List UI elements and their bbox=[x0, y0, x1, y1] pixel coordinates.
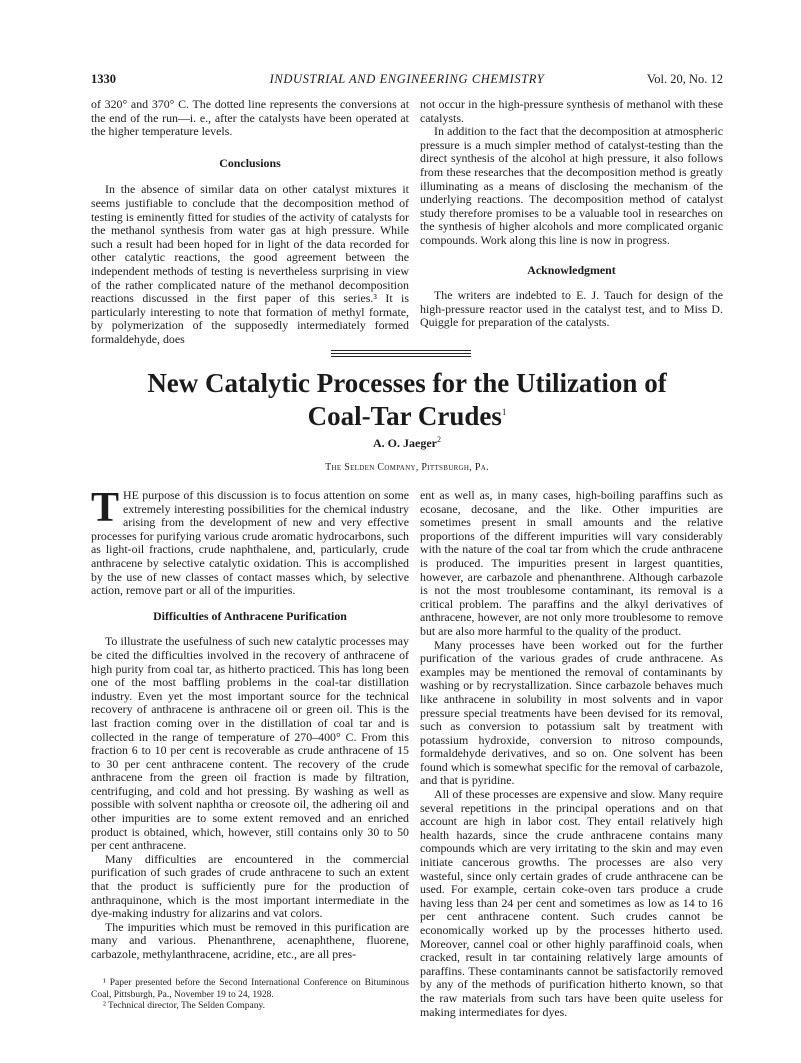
author-name: A. O. Jaeger bbox=[373, 436, 437, 450]
author-footnote-marker: 2 bbox=[436, 435, 441, 444]
paragraph: The writers are indebted to E. J. Tauch for design of the high-pressure reactor used in the catalyst test, and to Miss D. Quiggle for preparation of the catalysts. bbox=[420, 288, 723, 330]
paragraph: Many difficulties are encountered in the commercial purification of such grades of crude anthracene to such an extent that the product is sufficiently pure for the production of anthraquinone, which is the most important intermediate in the dye-making industry for alizarins and vat colors. bbox=[91, 851, 409, 921]
footnote-1: ¹ Paper presented before the Second International Conference on Bituminous Coal, Pittsburgh, Pa., November 19 to 24, 1928. bbox=[91, 978, 409, 1000]
running-header bbox=[91, 72, 723, 88]
previous-article-right-column bbox=[420, 98, 723, 330]
paragraph: of 320° and 370° C. The dotted line represents the conversions at the end of the run—i. e., after the catalysts have been operated at the higher temperature levels. bbox=[91, 97, 409, 139]
paragraph: ent as well as, in many cases, high-boiling paraffins such as ecosane, decosane, and the like. Other impurities are sometimes present in small amounts and the relative proportions of the different impurities will vary considerably with the nature of the coal tar from which the crude anthracene is produced. The impurities present in largest quantities, however, are carbazole and phenanthrene. Although carbazole is not the most troublesome contaminant, its removal is a critical problem. The paraffins and the alkyl derivatives of anthracene, however, are not only more troublesome to remove but are also more harmful to the quality of the product. bbox=[420, 488, 723, 638]
article-title bbox=[91, 369, 723, 431]
article-title-line1: New Catalytic Processes for the Utilization of bbox=[147, 368, 667, 398]
article-right-column bbox=[420, 489, 723, 1019]
opening-paragraph-text: HE purpose of this discussion is to focus attention on some extremely interesting possibilities for the chemical industry arising from the development of new and very effective processes for purifying various crude aromatic hydrocarbons, such as light-oil fractions, crude naphthalene, and, particularly, crude anthracene by selective catalytic oxidation. This is accomplished by the use of new classes of contact masses which, by selective action, remove part or all of the impurities. bbox=[91, 488, 409, 598]
paragraph: To illustrate the usefulness of such new catalytic processes may be cited the difficulties involved in the recovery of anthracene of high purity from coal tar, as hitherto practiced. This has long been one of the most baffling problems in the coal-tar distillation industry. Even yet the most important source for the technical recovery of anthracene is anthracene oil or green oil. This is the last fraction coming over in the distillation of coal tar and is collected in the range of temperature of 270–400° C. From this fraction 6 to 10 per cent is recoverable as crude anthracene of 15 to 30 per cent anthracene content. The recovery of the crude anthracene from the green oil fraction is made by filtration, centrifuging, and cold and hot pressing. By washing as well as possible with solvent naphtha or creosote oil, the adhering oil and other impurities are to some extent removed and an enriched product is obtained, which, however, still contains only 30 to 50 per cent anthracene. bbox=[91, 634, 409, 853]
section-heading-anthracene-purification: Difficulties of Anthracene Purification bbox=[153, 608, 347, 623]
separator-rule bbox=[331, 356, 471, 357]
separator-rule bbox=[331, 353, 471, 354]
opening-paragraph bbox=[91, 485, 409, 598]
page-number: 1330 bbox=[91, 72, 116, 86]
volume-issue: Vol. 20, No. 12 bbox=[646, 72, 723, 86]
previous-article-left-column bbox=[91, 98, 409, 347]
article-title-line2: Coal-Tar Crudes bbox=[307, 401, 502, 431]
paragraph: The impurities which must be removed in this purification are many and various. Phenanthrene, acenaphthene, fluorene, carbazole, methylanthracene, acridine, etc., are all pres- bbox=[91, 919, 409, 961]
paragraph: not occur in the high-pressure synthesis of methanol with these catalysts. bbox=[420, 97, 723, 125]
article-author bbox=[91, 435, 723, 451]
paragraph: In addition to the fact that the decomposition at atmospheric pressure is a much simpler method of catalyst-testing than the direct synthesis of the alcohol at high pressure, it also follows from these researches that the decomposition method is greatly illuminating as a means of disclosing the mechanism of the underlying reactions. The decomposition method of catalyst study therefore promises to be a valuable tool in researches on the synthesis of higher alcohols and more complicated organic compounds. Work along this line is now in progress. bbox=[420, 124, 723, 247]
author-affiliation: The Selden Company, Pittsburgh, Pa. bbox=[325, 462, 489, 473]
drop-cap: T bbox=[91, 485, 120, 531]
paragraph: All of these processes are expensive and slow. Many require several repetitions in the principal operations and on that account are high in labor cost. They entail relatively high health hazards, since the crude anthracene contains many compounds which are very irritating to the skin and may even initiate cancerous growths. The processes are also very wasteful, since only certain grades of crude anthracene can be used. For example, certain coke-oven tars produce a crude having less than 24 per cent and sometimes as low as 14 to 16 per cent anthracene content. Such crudes cannot be economically worked up by the processes hitherto used. Moreover, cannel coal or other highly paraffinoid coals, when cracked, result in tar containing relatively large amounts of paraffins. These contaminants cannot be satisfactorily removed by any of the methods of purification hitherto known, so that the raw materials from such tars have been quite useless for making intermediates for dyes. bbox=[420, 787, 723, 1019]
paragraph: In the absence of similar data on other catalyst mixtures it seems justifiable to conclude that the decomposition method of testing is eminently fitted for studies of the activity of catalysts for the methanol synthesis from water gas at high pressure. While such a result had been hoped for in light of the data recorded for other catalytic reactions, the good agreement between the independent methods of testing is nevertheless surprising in view of the rather complicated nature of the methanol decomposition reactions discussed in the first paper of this series.³ It is particularly interesting to note that formation of methyl formate, by polymerization of the supposedly intermediately formed formaldehyde, does bbox=[91, 182, 409, 346]
article-left-column bbox=[91, 485, 409, 962]
journal-name: INDUSTRIAL AND ENGINEERING CHEMISTRY bbox=[269, 72, 545, 86]
separator-rule bbox=[331, 350, 471, 351]
footnote-2: ² Technical director, The Selden Company. bbox=[103, 1001, 266, 1011]
footnotes bbox=[91, 978, 409, 1013]
paragraph: Many processes have been worked out for the further purification of the various grades of crude anthracene. As examples may be mentioned the removal of contaminants by washing or by recrystallization. Since carbazole behaves much like anthracene in solubility in most solvents and in vapor pressure special treatments have been devised for its removal, such as conversion to potassium salt by treatment with potassium hydroxide, conversion to nitroso compounds, formaldehyde derivatives, and so on. One solvent has been found which is somewhat specific for the removal of carbazole, and that is pyridine. bbox=[420, 637, 723, 788]
title-footnote-marker: 1 bbox=[501, 407, 507, 417]
section-heading-acknowledgment: Acknowledgment bbox=[527, 262, 616, 277]
section-heading-conclusions: Conclusions bbox=[219, 155, 281, 170]
